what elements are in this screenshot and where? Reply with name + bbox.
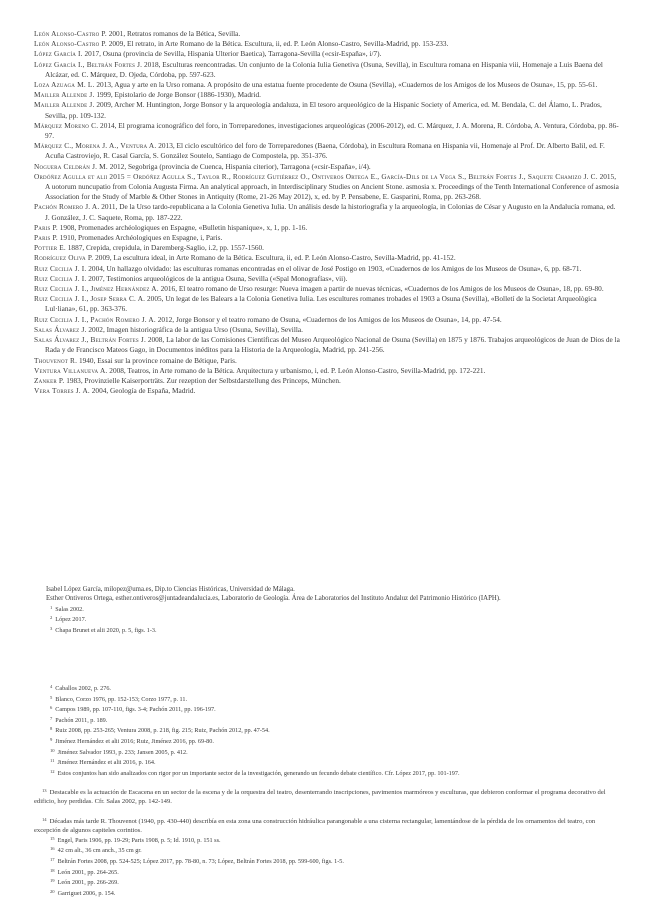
footnote-number: 9 — [50, 736, 53, 742]
entry-author: Zanker P. — [34, 375, 65, 385]
entry-citation: 2007, Testimonios arqueológicos de la antigua Osuna, Sevilla («Spal Monografías», vii). — [88, 273, 348, 283]
footnote — [34, 683, 620, 694]
bibliography-entry — [34, 60, 620, 80]
bibliography-entry — [34, 39, 620, 49]
bibliography-entry — [34, 80, 620, 90]
footnote-number: 11 — [50, 758, 55, 764]
entry-author: Paris P. — [34, 222, 58, 232]
entry-citation: 2015, A uotorum nuncupatio from Colonia Augusta Firma. An analytical approach, in Interdisciplinary Studies on Ancient Stone. asmosia x. Proceedings of the Tenth International Conference of asmosia Association for the Study of Marble & Other Stones in Antiquity (Rome, 21-26 May 2012), x, ed. by P. Pensabene, E. Gasparini, Roma, pp. 263-268. — [45, 171, 619, 202]
footnote-number: 17 — [50, 856, 55, 862]
footnote-text: Salas 2002. — [55, 605, 84, 613]
footnote-number: 12 — [50, 768, 55, 774]
entry-author: Salas Álvarez J., Beltrán Fortes J. — [34, 335, 146, 345]
bibliography-entry — [34, 100, 620, 120]
footnote — [34, 704, 620, 715]
footnote-13: $^{13}$ Destacable es la actuación de Escacena en un sector de la escena y de la orquestra del teatro, desenterrando inscripciones, pavimentos marmóreos y esculturas, que debieron conformar el programa decorativo del edificio, hoy perdidas. Cfr. Salas 2002, pp. 142-149. — [34, 788, 606, 806]
bibliography-entry — [34, 386, 620, 396]
footnote-number: 8 — [50, 726, 53, 732]
entry-citation: 2004, Un hallazgo olvidado: las esculturas romanas encontradas en el olivar de José Postigo en 1903, «Cuadernos de los Amigos de los Museos de Osuna», 6, pp. 68-71. — [88, 263, 582, 273]
bibliography-entry — [34, 356, 620, 366]
footnote — [34, 725, 620, 736]
bibliography-entry — [34, 90, 620, 100]
footnote-number: 2 — [50, 615, 53, 621]
entry-citation: 2012, Segobriga (provincia de Cuenca, Hispania citerior), Tarragona («csir-España», i/4). — [109, 161, 371, 171]
entry-author: Ventura Villanueva A. — [34, 365, 108, 375]
footnote-number: 7 — [50, 715, 53, 721]
entry-author: López García I., Beltrán Fortes J. — [34, 59, 143, 69]
entry-citation: 2016, El teatro romano de Urso resurge: Nueva imagen a partir de nuevas técnicas, «Cuadernos de los Amigos de los Museos de Osuna», 18, pp. 69-80. — [160, 284, 604, 294]
entry-author: Ruiz Cecilia J. I. — [34, 273, 87, 283]
footnote — [34, 614, 620, 625]
footnote-text: Jiménez Hernández et alii 2016, p. 164. — [57, 759, 156, 767]
footnote-text: Caballos 2002, p. 276. — [55, 685, 111, 692]
footnote-text: Campos 1989, pp. 107-110, figs. 3-4; Pachón 2011, pp. 196-197. — [55, 706, 216, 714]
entry-author: Pachón Romero J. A. — [34, 202, 100, 212]
bibliography-entry — [34, 325, 620, 335]
entry-author: Salas Álvarez J. — [34, 324, 87, 334]
entry-citation: 2011, De la Urso tardo-republicana a la Colonia Genetiva Iulia. Un análisis desde la historiografía y la arqueología, in Colonias de César y Augusto en la Andalucía romana, ed. J. González, J. C. Saquete, Roma, pp. 187-222. — [45, 202, 616, 222]
bibliography-entry — [34, 253, 620, 263]
entry-citation: 1983, Provinzielle Kaiserporträts. Zur rezeption der Selbstdarstellung des Princeps, München. — [66, 375, 341, 385]
entry-author: López García I. — [34, 49, 83, 59]
bibliography-entry — [34, 264, 620, 274]
footnote — [34, 694, 620, 705]
entry-citation: 1908, Promenades archéologiques en Espagne, «Bulletin hispanique», x, 1, pp. 1-16. — [59, 222, 308, 232]
entry-author: Ruiz Cecilia J. I., Pachón Romero J. A. — [34, 314, 156, 324]
entry-author: Rodríguez Oliva P. — [34, 253, 94, 263]
footnotes-group-a — [34, 604, 620, 636]
footnote-text: Garriguet 2006, p. 154. — [57, 889, 116, 897]
bibliography-entry — [34, 172, 620, 203]
footnote-text: Estos conjuntos han sido analizados con rigor por un importante sector de la investigación, generando un fecundo debate científico. Cfr. López 2017, pp. 101-197. — [57, 769, 460, 777]
bibliography-entry — [34, 49, 620, 59]
entry-citation: 2012, Jorge Bonsor y el teatro romano de Osuna, «Cuadernos de los Amigos de los Museos de Osuna», 14, pp. 47-54. — [157, 314, 502, 324]
footnote — [34, 715, 620, 726]
footnote-text: Chapa Brunet et alii 2020, p. 5, figs. 1-3. — [55, 627, 157, 634]
bibliography-entry — [34, 284, 620, 294]
footnote — [34, 877, 620, 888]
entry-author: Márquez Moreno C. — [34, 120, 99, 130]
footnote-text: Jiménez Salvador 1993, p. 233; Jansen 2005, p. 412. — [57, 748, 188, 756]
entry-citation: 2013, El ciclo escultórico del foro de Torreparedones (Baena, Córdoba), in Escultura Romana en Hispania vii, Homenaje al Prof. Dr. Alberto Balil, ed. F. Acuña Castroviejo, R. Casal García, S. González Soutelo, Santiago de Compostela, pp. 351-376. — [45, 141, 605, 161]
bibliography-entry — [34, 315, 620, 325]
footnote — [34, 867, 620, 878]
bibliography-entry — [34, 162, 620, 172]
footnote-text: Jiménez Hernández et alii 2016; Ruiz, Jiménez 2016, pp. 69-80. — [55, 737, 214, 745]
entry-citation: 1999, Epistolario de Jorge Bonsor (1886-1930), Madrid. — [96, 90, 261, 100]
footnotes-group-c — [34, 835, 620, 899]
footnote — [34, 747, 620, 758]
footnote-text: León 2001, pp. 266-269. — [57, 879, 119, 887]
footnote-text: Pachón 2011, p. 189. — [55, 716, 108, 724]
footnote-text: López 2017. — [55, 616, 87, 624]
entry-author: Mailler Allende J. — [34, 100, 95, 110]
bibliography-entry — [34, 223, 620, 233]
bibliography-entry — [34, 29, 620, 39]
footnote-number: 20 — [50, 888, 55, 894]
entry-citation: 2009, Archer M. Huntington, Jorge Bonsor y la arqueología andaluza, in El tesoro arqueológico de la Hispanic Society of America, ed. M. Bendala, C. del Álamo, L. Prados, Sevilla, pp. 109-132. — [45, 100, 602, 120]
bibliography-entry — [34, 376, 620, 386]
bibliography — [34, 29, 620, 396]
footnote — [34, 888, 620, 899]
affiliation-2: Esther Ontiveros Ortega, esther.ontiveros@juntadeandalucia.es, Laboratorio de Geología. Área de Laboratorios del Instituto Andaluz del Patrimonio Histórico (IAPH). — [46, 595, 501, 603]
bibliography-entry — [34, 366, 620, 376]
footnotes-group-b — [34, 683, 620, 778]
entry-author: Noguera Celdrán J. M. — [34, 161, 108, 171]
bibliography-entry — [34, 335, 620, 355]
entry-citation: 2018, Esculturas reencontradas. Un conjunto de la Colonia Iulia Genetiva (Osuna, Sevilla), in Escultura romana en Hispania viii, Homenaje a Luis Baena del Alcázar, ed. C. Márquez, D. Ojeda, Córdoba, pp. 597-623. — [45, 59, 603, 79]
footnote-number: 3 — [50, 626, 53, 631]
footnote — [34, 604, 620, 615]
entry-author: Ruiz Cecilia J. I. — [34, 263, 87, 273]
affiliation-1: Isabel López García, milopez@uma.es, Dip.to Ciencias Históricas, Universidad de Málaga. — [46, 586, 295, 593]
entry-citation: 2002, Imagen historiográfica de la antigua Urso (Osuna, Sevilla), Sevilla. — [88, 324, 303, 334]
entry-author: Paris P. — [34, 233, 58, 243]
bibliography-entry — [34, 233, 620, 243]
entry-author: Pottier E. — [34, 243, 66, 253]
footnote-number: 4 — [50, 684, 53, 689]
footnote — [34, 736, 620, 747]
bibliography-entry — [34, 202, 620, 222]
entry-citation: 2009, El retrato, in Arte Romano de la Bética. Escultura, ii, ed. P. León Alonso-Castro, Sevilla-Madrid, pp. 153-233. — [108, 39, 449, 49]
entry-citation: 2017, Osuna (provincia de Sevilla, Hispania Ulterior Baetica), Tarragona-Sevilla («csir-España», i/7). — [84, 49, 382, 59]
footnote-text: León 2001, pp. 264-265. — [57, 868, 119, 876]
entry-author: León Alonso-Castro P. — [34, 39, 107, 49]
affiliations-and-footnotes — [34, 585, 620, 636]
footnote-number: 10 — [50, 747, 55, 753]
footnote-number: 18 — [50, 867, 55, 873]
entry-citation: 1940, Essai sur la province romaine de Bétique, Paris. — [78, 355, 237, 365]
entry-author: León Alonso-Castro P. — [34, 29, 107, 38]
entry-author: Vera Torres J. A. — [34, 386, 90, 396]
entry-author: Mailler Allende J. — [34, 90, 95, 100]
footnote — [34, 768, 620, 779]
entry-citation: 2013, Agua y arte en la Urso romana. A propósito de una estatua fuente procedente de Osuna (Sevilla), «Cuadernos de los Amigos de los Museos de Osuna», 15, pp. 55-61. — [96, 80, 598, 90]
footnote — [34, 757, 620, 768]
footnote — [34, 856, 620, 867]
entry-citation: 1887, Crepida, crepidula, in Daremberg-Saglio, i.2, pp. 1557-1560. — [67, 243, 264, 253]
footnote-number: 6 — [50, 705, 53, 711]
bibliography-entry — [34, 243, 620, 253]
footnote-14: $^{14}$ Décadas más tarde R. Thouvenot (1940, pp. 430-440) describía en esta zona una construcción hidráulica parangonable a una cisterna rectangular, lamentándose de la pérdida de los ornamentos del teatro, con excepción de algunos capiteles corintios. — [34, 816, 596, 834]
footnote — [34, 625, 620, 636]
entry-author: Márquez C., Morena J. A., Ventura A. — [34, 141, 157, 151]
entry-citation: 2004, Geología de España, Madrid. — [91, 386, 196, 396]
entry-author: Ruiz Cecilia J. I., Jiménez Hernández A. — [34, 284, 159, 294]
entry-citation: 2014, El programa iconográfico del foro, in Torreparedones, investigaciones arqueológicas (2006-2012), ed. C. Márquez, J. A. Morena, R. Córdoba, A. Ventura, Córdoba, pp. 86-97. — [45, 120, 619, 141]
entry-author: Ordóñez Agulla et alii 2015 = Ordóñez Agulla S., Taylor R., Rodríguez Gutiérrez O., Ontiveros Ortega E., García-Dils de la Vega S., Beltrán Fortes J., Saquete Chamizo J. C. — [34, 171, 598, 181]
footnote-number: 15 — [50, 835, 55, 841]
entry-citation: 2008, La labor de las Comisiones Científicas del Museo Arqueológico Nacional de Osuna (Sevilla) en 1875 y 1876. Trabajos arqueológicos de Juan de Dios de la Rada y de Francisco Mateos Gago, in Documentos inéditos para la Historia de la Arqueología, Madrid, pp. 241-256. — [45, 335, 620, 355]
entry-citation: 2005, Un legat de les Balears a la Colonia Genetiva Iulia. Les escultures romanes trobades el 1903 a Osuna (Sevilla), «Bolletí de la Societat Arqueològica Lul·liana», 61, pp. 363-376. — [45, 294, 597, 314]
footnote — [34, 845, 620, 856]
footnotes-section — [34, 683, 620, 898]
footnote — [34, 835, 620, 846]
footnote-number: 16 — [50, 846, 55, 852]
entry-author: Ruiz Cecilia J. I., Josep Serra C. A. — [34, 294, 146, 304]
footnote-number: 5 — [50, 694, 53, 700]
footnote-text: 42 cm alt., 36 cm anch., 35 cm gr. — [57, 847, 142, 855]
footnote-number: 19 — [50, 878, 55, 884]
bibliography-entry — [34, 294, 620, 314]
entry-citation: 2009, La escultura ideal, in Arte Romano de la Bética. Escultura, ii, ed. P. León Alonso-Castro, Sevilla-Madrid, pp. 41-152. — [95, 253, 456, 263]
entry-citation: 2001, Retratos romanos de la Bética, Sevilla. — [108, 29, 241, 38]
bibliography-entry — [34, 121, 620, 141]
entry-author: Loza Azuaga M. L. — [34, 80, 95, 90]
footnote-text: Blanco, Corzo 1976, pp. 152-153; Corzo 1977, p. 11. — [55, 695, 188, 703]
bibliography-entry — [34, 141, 620, 161]
footnote-number: 1 — [50, 604, 53, 610]
entry-citation: 2008, Teatros, in Arte romano de la Bética. Arquitectura y urbanismo, i, ed. P. León Alonso-Castro, Sevilla-Madrid, pp. 172-221. — [109, 365, 486, 375]
entry-author: Thouvenot R. — [34, 355, 78, 365]
footnote-text: Beltrán Fortes 2008, pp. 524-525; López 2017, pp. 78-80, n. 73; López, Beltrán Fortes 2018, pp. 599-600, figs. 1-5. — [57, 857, 344, 865]
footnote-text: Engel, Paris 1906, pp. 19-29; Paris 1908, p. 5; Id. 1910, p. 151 ss. — [57, 836, 221, 844]
bibliography-entry — [34, 274, 620, 284]
entry-citation: 1910, Promenades Archéologiques en Espagne, i, Paris. — [59, 233, 223, 243]
footnote-text: Ruiz 2008, pp. 253-265; Ventura 2008, p. 218, fig. 215; Ruiz, Pachón 2012, pp. 47-54. — [55, 727, 270, 735]
